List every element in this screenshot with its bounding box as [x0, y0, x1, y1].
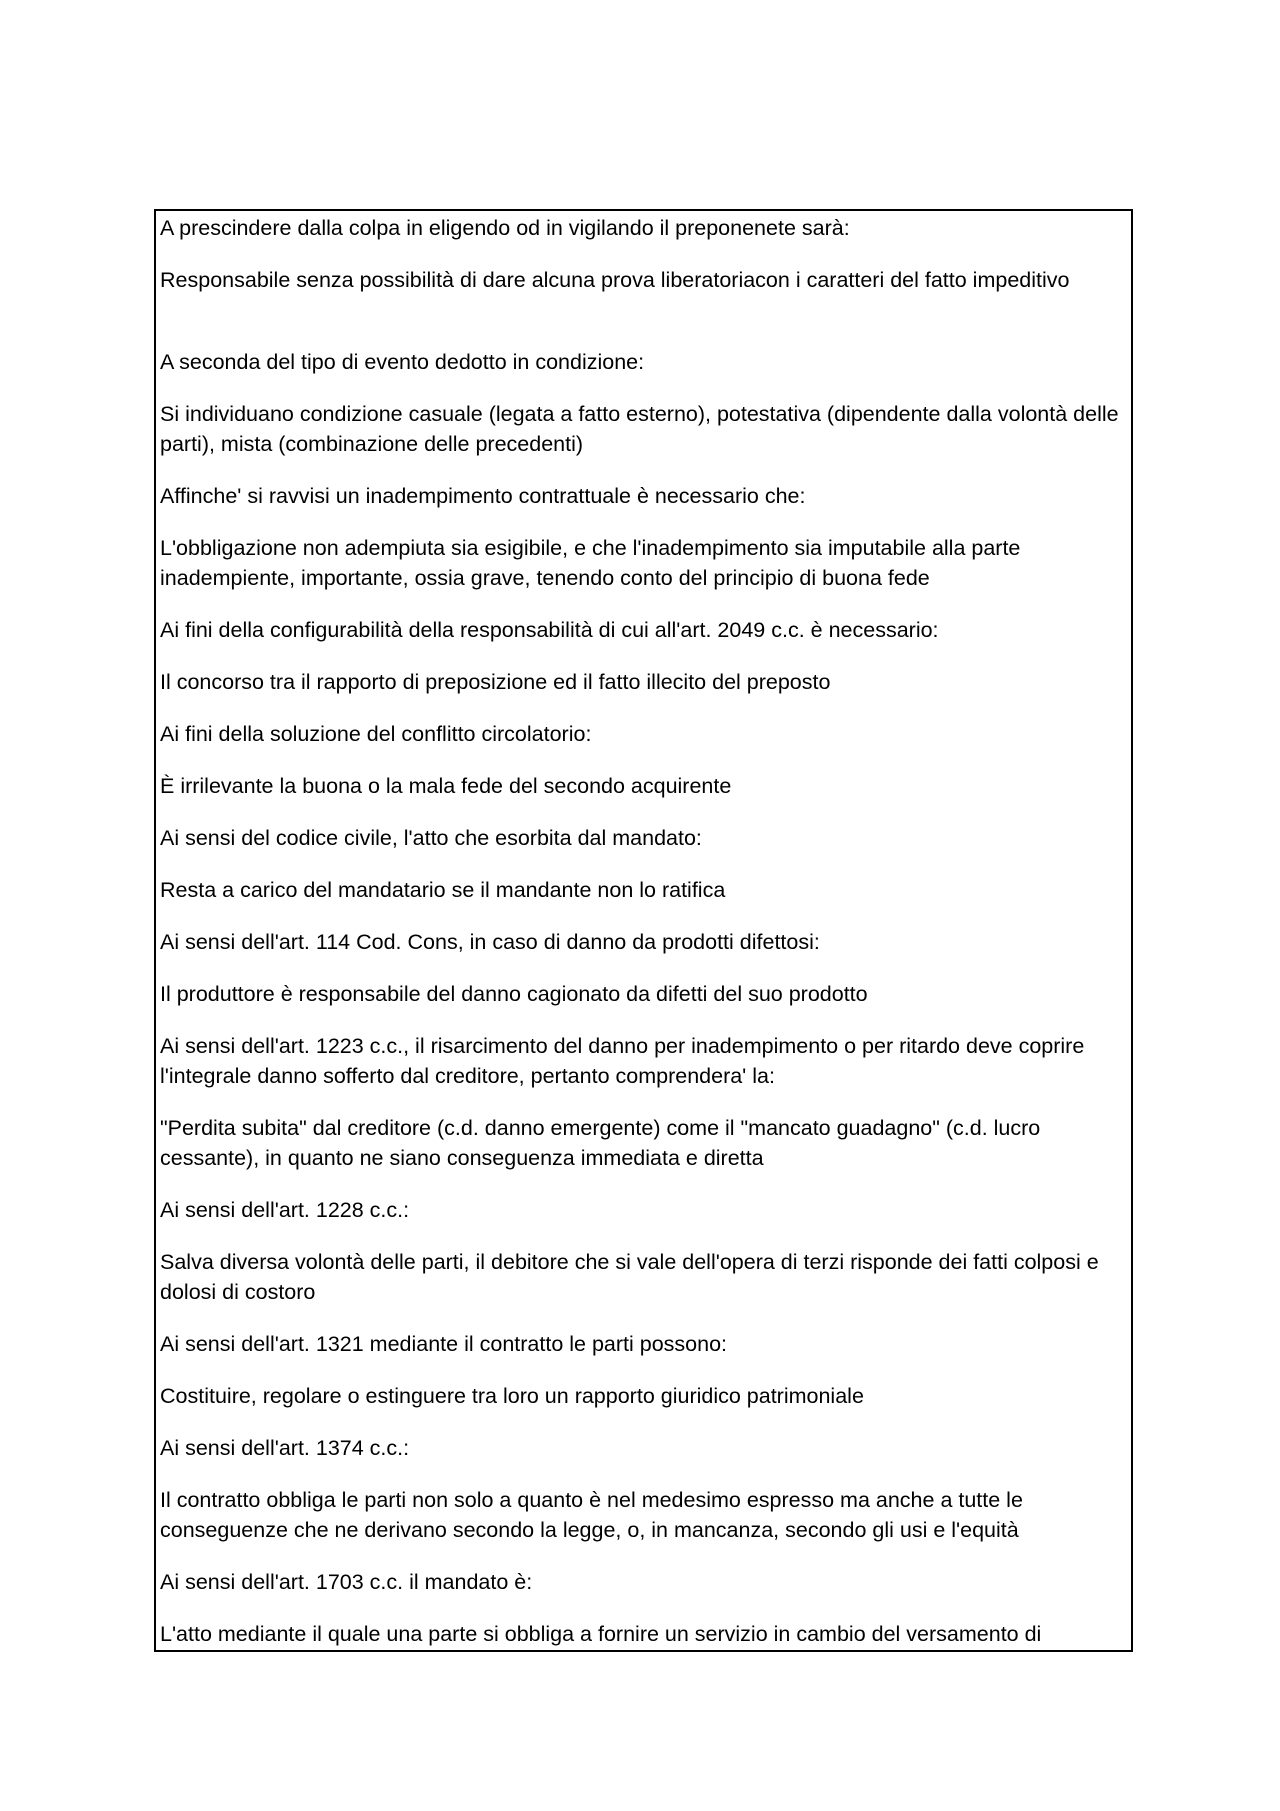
question-line: Ai sensi dell'art. 114 Cod. Cons, in caso di danno da prodotti difettosi: [160, 930, 820, 954]
answer-line: "Perdita subita" dal creditore (c.d. danno emergente) come il "mancato guadagno" (c.d. lucro cessante), in quanto ne siano conseguenza immediata e diretta [160, 1116, 1041, 1170]
question-line: Ai sensi dell'art. 1228 c.c.: [160, 1198, 410, 1222]
answer-line: Responsabile senza possibilità di dare alcuna prova liberatoriacon i caratteri del fatto impeditivo [160, 268, 1070, 292]
answer-line: Costituire, regolare o estinguere tra loro un rapporto giuridico patrimoniale [160, 1384, 864, 1408]
answer-line: Il produttore è responsabile del danno cagionato da difetti del suo prodotto [160, 982, 868, 1006]
answer-line: L'atto mediante il quale una parte si obbliga a fornire un servizio in cambio del versamento di [160, 1622, 1042, 1646]
answer-line: Resta a carico del mandatario se il mandante non lo ratifica [160, 878, 726, 902]
qa-table [154, 209, 1133, 1652]
question-line: Ai fini della configurabilità della responsabilità di cui all'art. 2049 c.c. è necessario: [160, 618, 939, 642]
answer-line: Il concorso tra il rapporto di preposizione ed il fatto illecito del preposto [160, 670, 831, 694]
answer-line: È irrilevante la buona o la mala fede del secondo acquirente [160, 774, 732, 798]
question-line: Ai sensi dell'art. 1223 c.c., il risarcimento del danno per inadempimento o per ritardo deve coprire l'integrale danno sofferto dal creditore, pertanto comprendera' la: [160, 1034, 1085, 1088]
question-line: Ai sensi del codice civile, l'atto che esorbita dal mandato: [160, 826, 702, 850]
answer-line: Salva diversa volontà delle parti, il debitore che si vale dell'opera di terzi risponde dei fatti colposi e dolosi di costoro [160, 1250, 1099, 1304]
answer-line: Il contratto obbliga le parti non solo a quanto è nel medesimo espresso ma anche a tutte le conseguenze che ne derivano secondo la legge, o, in mancanza, secondo gli usi e l'equità [160, 1488, 1023, 1542]
answer-line: L'obbligazione non adempiuta sia esigibile, e che l'inadempimento sia imputabile alla parte inadempiente, importante, ossia grave, tenendo conto del principio di buona fede [160, 536, 1021, 590]
question-line: A seconda del tipo di evento dedotto in condizione: [160, 350, 645, 374]
question-line: Affinche' si ravvisi un inadempimento contrattuale è necessario che: [160, 484, 806, 508]
question-line: Ai sensi dell'art. 1374 c.c.: [160, 1436, 410, 1460]
question-line: A prescindere dalla colpa in eligendo od in vigilando il preponenete sarà: [160, 216, 850, 240]
answer-line: Si individuano condizione casuale (legata a fatto esterno), potestativa (dipendente dalla volontà delle parti), mista (combinazione delle precedenti) [160, 402, 1119, 456]
question-line: Ai sensi dell'art. 1321 mediante il contratto le parti possono: [160, 1332, 728, 1356]
question-line: Ai sensi dell'art. 1703 c.c. il mandato è: [160, 1570, 533, 1594]
question-line: Ai fini della soluzione del conflitto circolatorio: [160, 722, 592, 746]
